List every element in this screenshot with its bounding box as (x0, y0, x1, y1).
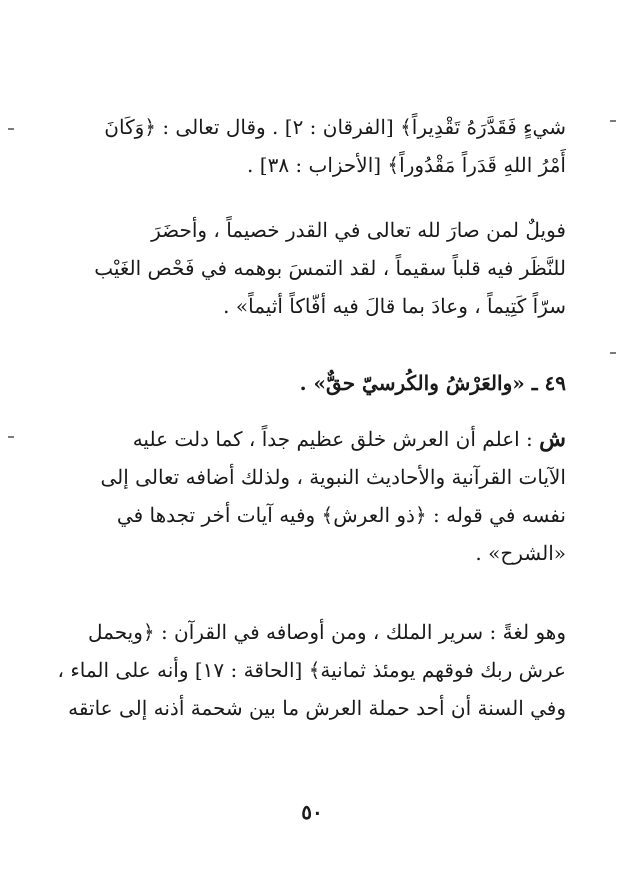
margin-mark (8, 436, 14, 438)
text-line: عرش ربك فوقهم يومئذ ثمانية﴾ [الحاقة : ١٧] وأنه على الماء ، (57, 658, 566, 682)
text-line: وهو لغةً : سرير الملك ، ومن أوصافه في القرآن : ﴿ويحمل (88, 620, 566, 644)
page-number: ٥٠ (301, 800, 323, 824)
commentary-first-line: : اعلم أن العرش خلق عظيم جداً ، كما دلت عليه (132, 427, 533, 451)
text-line: الآيات القرآنية والأحاديث النبوية ، ولذلك أضافه تعالى إلى (100, 465, 566, 489)
section-heading (42, 364, 566, 402)
text-line: للنَّظَر فيه قلباً سقيماً ، لقد التمسَ بوهمه في فَحْص الغَيْب (94, 256, 566, 280)
text-line (42, 420, 566, 458)
margin-mark (610, 352, 616, 354)
text-line: وفي السنة أن أحد حملة العرش ما بين شحمة أذنه إلى عاتقه (68, 696, 566, 720)
verse-paragraph (42, 108, 566, 184)
margin-mark (8, 128, 14, 130)
heading-text: ٤٩ ـ «والعَرْشُ والكُرسيّ حقٌّ» . (299, 371, 566, 395)
commentary-label: ش (539, 426, 566, 452)
text-line: سرّاً كَتِيماً ، وعادَ بما قالَ فيه أفّاكاً أثيماً» . (223, 294, 566, 318)
definition-paragraph (42, 613, 566, 727)
text-line: «الشرح» . (475, 541, 566, 565)
commentary-paragraph (42, 420, 566, 572)
text-line: شيءٍ فَقَدَّرَهُ تَقْدِيراً﴾ [الفرقان : ٢] . وقال تعالى : ﴿وَكَانَ (104, 115, 566, 139)
margin-mark (610, 120, 616, 122)
warning-paragraph (42, 211, 566, 325)
text-line: فويلٌ لمن صارَ لله تعالى في القدر خصيماً ، وأحضَرَ (151, 218, 566, 242)
text-line: أَمْرُ اللهِ قَدَراً مَقْدُوراً﴾ [الأحزاب : ٣٨] . (247, 153, 566, 177)
text-line: نفسه في قوله : ﴿ذو العرش﴾ وفيه آيات أخر تجدها في (116, 503, 566, 527)
